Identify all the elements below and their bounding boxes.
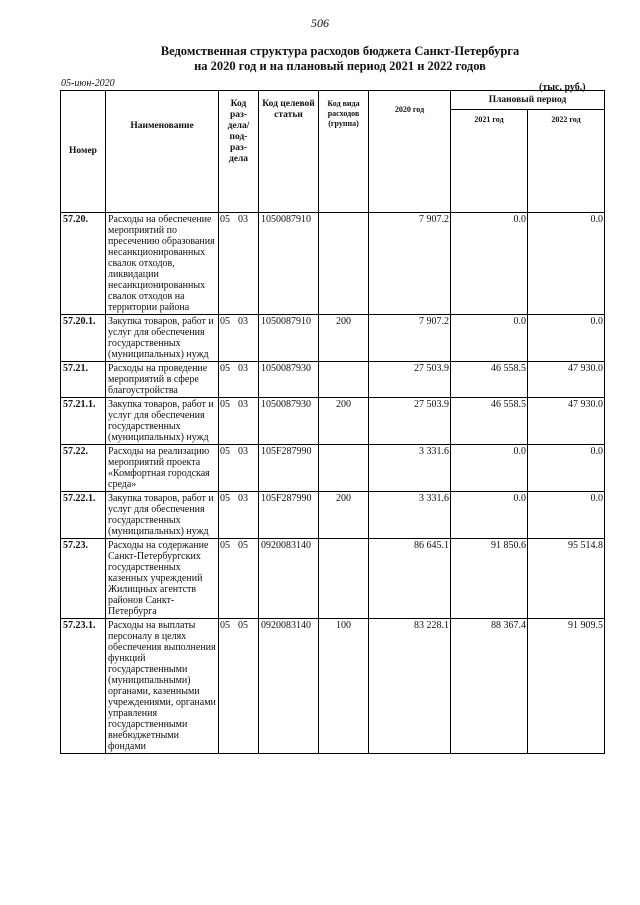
row-podrazdel-code: 03 — [238, 446, 248, 457]
row-razdel-code: 05 — [220, 316, 230, 327]
header-name: Наименование — [106, 91, 219, 213]
row-vid-code — [319, 539, 369, 619]
row-target-code: 0920083140 — [259, 539, 319, 619]
row-vid-code — [319, 445, 369, 492]
page-number: 506 — [311, 16, 329, 30]
row-target-code: 1050087910 — [259, 315, 319, 362]
row-name: Расходы на выплаты персоналу в целях обеспечения выполнения функций государственными (муниципальными) органами, казенными учреждениями, органами управления государственными внебюджетными фондами — [106, 619, 219, 754]
row-value-2022: 47 930.0 — [528, 398, 605, 445]
row-value-2022: 0.0 — [528, 492, 605, 539]
document-date: 05-июн-2020 — [61, 78, 115, 89]
header-planned: Плановый период — [451, 91, 605, 110]
row-razdel — [219, 619, 259, 754]
budget-table — [60, 90, 605, 754]
row-name: Расходы на содержание Санкт-Петербургских государственных казенных учреждений Жилищных агентств районов Санкт-Петербурга — [106, 539, 219, 619]
row-vid-code: 200 — [319, 315, 369, 362]
header-2022: 2022 год — [528, 110, 605, 213]
header-target: Код целевой статьи — [259, 91, 319, 213]
row-number: 57.21. — [61, 362, 106, 398]
row-razdel — [219, 539, 259, 619]
row-podrazdel-code: 03 — [238, 214, 248, 225]
row-razdel-code: 05 — [220, 363, 230, 374]
row-podrazdel-code: 03 — [238, 493, 248, 504]
row-razdel-code: 05 — [220, 446, 230, 457]
table-row — [61, 213, 605, 315]
row-value-2020: 83 228.1 — [369, 619, 451, 754]
title-line-2: на 2020 год и на плановый период 2021 и 2022 годов — [194, 59, 486, 73]
row-value-2021: 0.0 — [451, 492, 528, 539]
title-line-1: Ведомственная структура расходов бюджета Санкт-Петербурга — [160, 44, 520, 58]
row-value-2021: 0.0 — [451, 445, 528, 492]
row-razdel-code: 05 — [220, 399, 230, 410]
table-row — [61, 492, 605, 539]
row-number: 57.21.1. — [61, 398, 106, 445]
header-2020: 2020 год — [369, 91, 451, 213]
row-razdel-code: 05 — [220, 540, 230, 551]
row-name: Расходы на реализацию мероприятий проекта «Комфортная городская среда» — [106, 445, 219, 492]
row-value-2022: 95 514.8 — [528, 539, 605, 619]
row-number: 57.23. — [61, 539, 106, 619]
table-row — [61, 619, 605, 754]
row-podrazdel-code: 05 — [238, 540, 248, 551]
table-row — [61, 445, 605, 492]
row-value-2020: 86 645.1 — [369, 539, 451, 619]
row-value-2020: 7 907.2 — [369, 315, 451, 362]
row-name: Расходы на обеспечение мероприятий по пресечению образования несанкционированных свалок отходов, ликвидации несанкционированных свалок отходов на территории района — [106, 213, 219, 315]
row-razdel-code: 05 — [220, 214, 230, 225]
document-title — [60, 44, 620, 74]
row-value-2020: 27 503.9 — [369, 362, 451, 398]
row-value-2020: 3 331.6 — [369, 492, 451, 539]
row-value-2022: 91 909.5 — [528, 619, 605, 754]
row-value-2022: 47 930.0 — [528, 362, 605, 398]
header-vid: Код вида расходов (группа) — [319, 91, 369, 213]
row-razdel — [219, 362, 259, 398]
row-name: Закупка товаров, работ и услуг для обеспечения государственных (муниципальных) нужд — [106, 398, 219, 445]
row-number: 57.22.1. — [61, 492, 106, 539]
header-razdel: Код раз- дела/ под- раз- дела — [219, 91, 259, 213]
header-number: Номер — [61, 91, 106, 213]
row-target-code: 105F287990 — [259, 445, 319, 492]
row-razdel — [219, 315, 259, 362]
row-vid-code: 100 — [319, 619, 369, 754]
row-name: Расходы на проведение мероприятий в сфере благоустройства — [106, 362, 219, 398]
row-name: Закупка товаров, работ и услуг для обеспечения государственных (муниципальных) нужд — [106, 492, 219, 539]
row-target-code: 0920083140 — [259, 619, 319, 754]
row-value-2021: 46 558.5 — [451, 362, 528, 398]
row-value-2021: 0.0 — [451, 315, 528, 362]
row-number: 57.20.1. — [61, 315, 106, 362]
table-row — [61, 398, 605, 445]
row-number: 57.23.1. — [61, 619, 106, 754]
row-value-2021: 91 850.6 — [451, 539, 528, 619]
row-target-code: 1050087930 — [259, 398, 319, 445]
row-value-2022: 0.0 — [528, 315, 605, 362]
row-target-code: 105F287990 — [259, 492, 319, 539]
row-value-2020: 3 331.6 — [369, 445, 451, 492]
table-body — [61, 213, 605, 754]
row-number: 57.20. — [61, 213, 106, 315]
table-row — [61, 539, 605, 619]
row-value-2021: 88 367.4 — [451, 619, 528, 754]
row-target-code: 1050087930 — [259, 362, 319, 398]
table-row — [61, 315, 605, 362]
units-label: (тыс. руб.) — [539, 82, 586, 93]
row-vid-code: 200 — [319, 398, 369, 445]
row-razdel-code: 05 — [220, 620, 230, 631]
header-2021: 2021 год — [451, 110, 528, 213]
row-podrazdel-code: 03 — [238, 363, 248, 374]
row-podrazdel-code: 05 — [238, 620, 248, 631]
row-value-2022: 0.0 — [528, 213, 605, 315]
table-row — [61, 362, 605, 398]
row-value-2020: 27 503.9 — [369, 398, 451, 445]
row-value-2021: 46 558.5 — [451, 398, 528, 445]
row-podrazdel-code: 03 — [238, 399, 248, 410]
row-vid-code — [319, 213, 369, 315]
row-razdel — [219, 445, 259, 492]
row-vid-code — [319, 362, 369, 398]
row-podrazdel-code: 03 — [238, 316, 248, 327]
row-razdel — [219, 213, 259, 315]
row-name: Закупка товаров, работ и услуг для обеспечения государственных (муниципальных) нужд — [106, 315, 219, 362]
row-value-2020: 7 907.2 — [369, 213, 451, 315]
row-vid-code: 200 — [319, 492, 369, 539]
row-number: 57.22. — [61, 445, 106, 492]
row-razdel — [219, 492, 259, 539]
row-value-2022: 0.0 — [528, 445, 605, 492]
row-razdel — [219, 398, 259, 445]
row-value-2021: 0.0 — [451, 213, 528, 315]
row-razdel-code: 05 — [220, 493, 230, 504]
row-target-code: 1050087910 — [259, 213, 319, 315]
